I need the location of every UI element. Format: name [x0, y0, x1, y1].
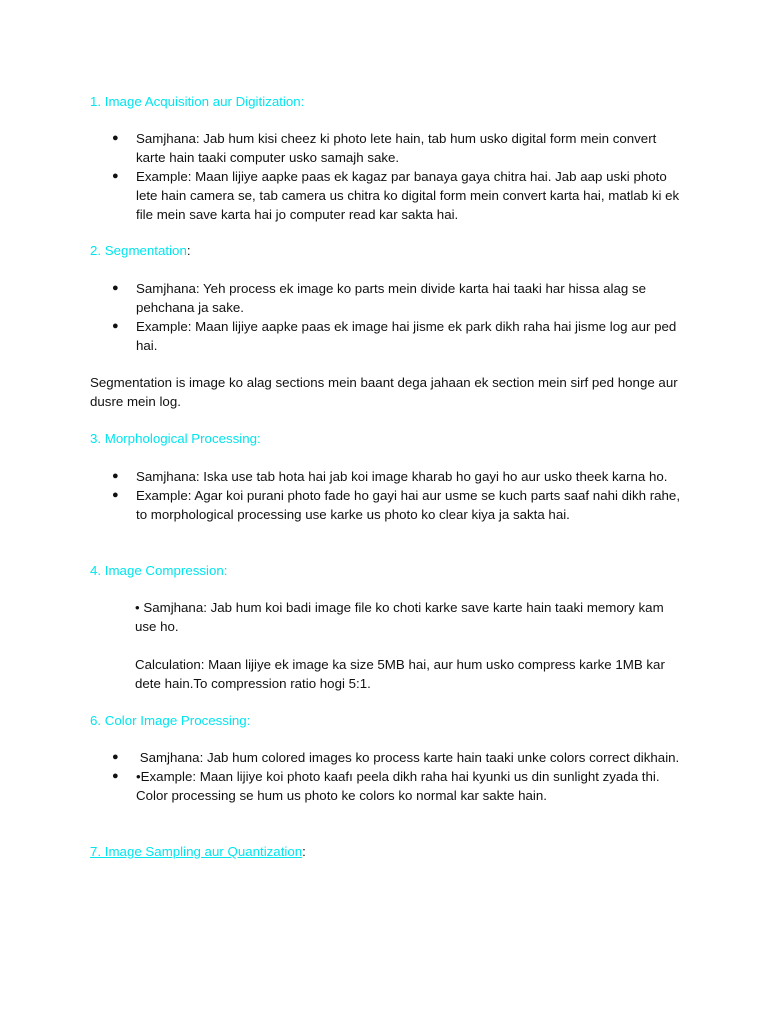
bullet-list-3	[112, 467, 682, 524]
list-item: ● •Example: Maan lijiye koi photo kaafı peela dikh raha hai kyunki us din sunlight zyada thi. Color processing se hum us photo ke colors ko normal kar sakte hain.	[112, 769, 660, 803]
bullet-icon: ●	[112, 320, 119, 332]
list-item: ● Samjhana: Jab hum kisi cheez ki photo lete hain, tab hum usko digital form mein convert karte hain taaki computer usko samajh sake.	[112, 131, 657, 165]
bullet-list-2	[112, 279, 682, 355]
bullet-icon: ●	[112, 770, 119, 782]
bullet-icon: ●	[112, 170, 119, 182]
section-heading-2: 2. Segmentation:	[90, 243, 191, 258]
section-heading-3: 3. Morphological Processing:	[90, 431, 261, 446]
compression-samjhana: • Samjhana: Jab hum koi badi image file ko choti karke save karte hain taaki memory kam use ho.	[135, 600, 664, 634]
bullet-icon: ●	[112, 132, 119, 144]
list-item: ● Example: Maan lijiye aapke paas ek image hai jisme ek park dikh raha hai jisme log aur ped hai.	[112, 319, 677, 353]
list-item: ● Samjhana: Yeh process ek image ko parts mein divide karta hai taaki har hissa alag se pehchana ja sake.	[112, 281, 647, 315]
list-item: ● Example: Agar koi purani photo fade ho gayi hai aur usme se kuch parts saaf nahi dikh rahe, to morphological processing use karke us photo ko clear kiya ja sakta hai.	[112, 488, 681, 522]
list-item: ● Example: Maan lijiye aapke paas ek kagaz par banaya gaya chitra hai. Jab aap uski photo lete hain camera se, tab camera us chitra ko digital form mein convert karta hai, matlab ki ek file mein save karta hai jo computer read kar sakta hai.	[112, 169, 680, 222]
section-heading-6: 6. Color Image Processing:	[90, 713, 251, 728]
section-heading-4: 4. Image Compression:	[90, 563, 228, 578]
compression-calculation: Calculation: Maan lijiye ek image ka size 5MB hai, aur hum usko compress karke 1MB kar dete hain.To compression ratio hogi 5:1.	[135, 657, 665, 691]
bullet-list-1	[112, 129, 682, 224]
section-heading-1: 1. Image Acquisition aur Digitization:	[90, 94, 305, 109]
list-item: ● Samjhana: Jab hum colored images ko process karte hain taaki unke colors correct dikhain.	[112, 750, 680, 765]
bullet-icon: ●	[112, 470, 119, 482]
section-heading-7-link[interactable]: 7. Image Sampling aur Quantization:	[90, 844, 306, 859]
bullet-icon: ●	[112, 751, 119, 763]
bullet-list-6	[112, 748, 682, 805]
segmentation-paragraph: Segmentation is image ko alag sections mein baant dega jahaan ek section mein sirf ped honge aur dusre mein log.	[90, 375, 678, 409]
list-item: ● Samjhana: Iska use tab hota hai jab koi image kharab ho gayi ho aur usko theek karna ho.	[112, 469, 668, 484]
bullet-icon: ●	[112, 282, 119, 294]
bullet-icon: ●	[112, 489, 119, 501]
